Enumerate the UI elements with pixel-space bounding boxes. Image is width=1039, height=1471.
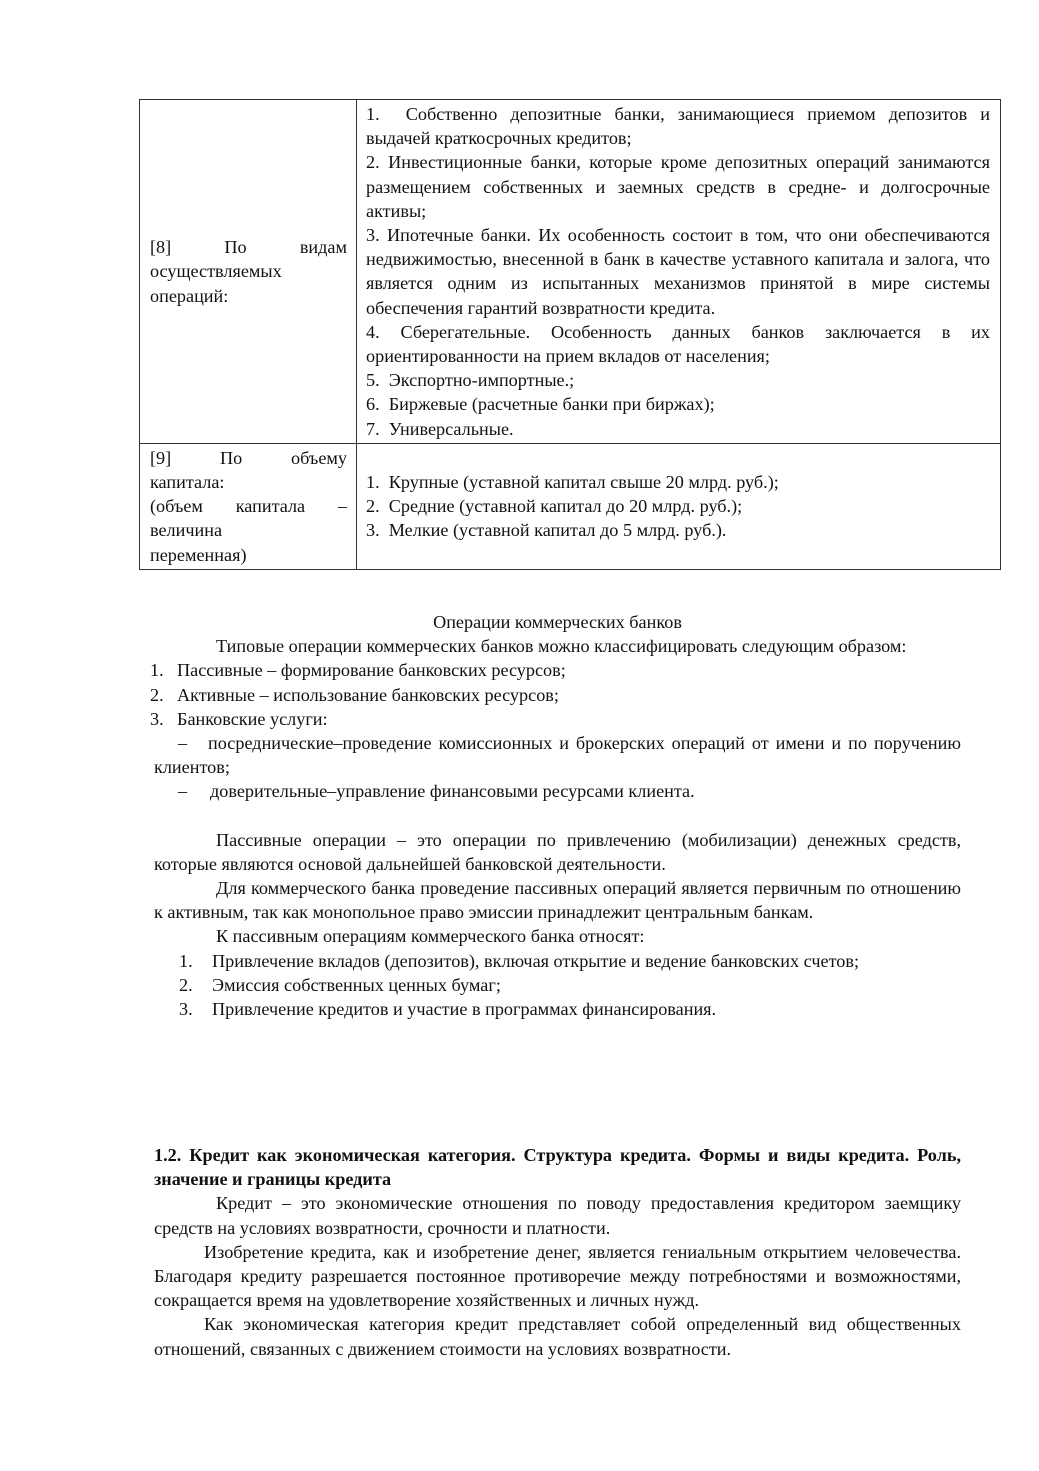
list-text: доверительные–управление финансовыми ресурсами клиента. xyxy=(210,781,695,802)
paragraph: Типовые операции коммерческих банков можно классифицировать следующим образом: xyxy=(216,636,907,657)
list-item: 1. Крупные (уставной капитал свыше 20 млрд. руб.); xyxy=(366,472,779,493)
dash-item xyxy=(178,779,961,803)
paragraph: Как экономическая категория кредит представляет собой определенный вид общественных отношений, связанных с движением стоимости на условиях возвратности. xyxy=(154,1314,961,1359)
list-text: Банковские услуги: xyxy=(177,708,328,729)
spacer xyxy=(154,804,961,828)
list-item: 2. Инвестиционные банки, которые кроме депозитных операций занимаются размещением собственных и заемных средств в средне- и долгосрочные активы; xyxy=(366,152,990,221)
row9-content-cell xyxy=(357,443,1001,569)
paragraph: Пассивные операции – это операции по привлечению (мобилизации) денежных средств, которые являются основой дальнейшей банковской деятельности. xyxy=(154,829,961,874)
row8-label-line3: операций: xyxy=(150,285,229,306)
list-text: Активные – использование банковских ресурсов; xyxy=(177,684,559,705)
list-item xyxy=(179,997,961,1021)
paragraph: К пассивным операциям коммерческого банка относят: xyxy=(216,926,645,947)
dash-mark: – xyxy=(178,781,188,802)
paragraph: Для коммерческого банка проведение пассивных операций является первичным по отношению к активным, так как монопольное право эмиссии принадлежит центральным банкам. xyxy=(154,878,961,923)
list-item: 6. Биржевые (расчетные банки при биржах); xyxy=(366,394,715,415)
list-text: Эмиссия собственных ценных бумаг; xyxy=(212,974,501,995)
row9-label-line5: переменная) xyxy=(150,544,247,565)
list-number: 2. xyxy=(150,684,164,705)
row9-label-num: [9] xyxy=(150,447,172,468)
list-item xyxy=(179,973,961,997)
list-item xyxy=(150,683,961,707)
row9-label-line2: капитала: xyxy=(150,472,225,493)
list-item: 4. Сберегательные. Особенность данных банков заключается в их ориентированности на прием вкладов от населения; xyxy=(366,321,990,367)
list-item xyxy=(150,658,961,682)
row8-label-word2: видам xyxy=(299,237,347,258)
list-number: 1. xyxy=(179,950,193,971)
list-number: 3. xyxy=(179,999,193,1020)
table-row xyxy=(140,443,1001,569)
row9-label-cell xyxy=(140,443,357,569)
row9-label-line4: величина xyxy=(150,520,223,541)
row8-label-word1: По xyxy=(224,237,247,258)
row8-label-line1 xyxy=(150,235,347,259)
table-row xyxy=(140,100,1001,444)
section-title: Операции коммерческих банков xyxy=(433,612,682,632)
row9-label-word1: По xyxy=(220,447,243,468)
dash-item: – посреднические–проведение комиссионных и брокерских операций от имени и по поручению клиентов; xyxy=(154,733,961,778)
list-number: 2. xyxy=(179,974,193,995)
row8-label-line2: осуществляемых xyxy=(150,261,282,282)
bank-operations-section xyxy=(150,610,961,1021)
bank-classification-table xyxy=(139,99,1001,570)
list-item xyxy=(150,707,961,731)
list-number: 3. xyxy=(150,708,164,729)
list-item: 3. Ипотечные банки. Их особенность состоит в том, что они обеспечиваются недвижимостью, внесенной в банк в качестве уставного капитала и залога, что является одним из испытанных механизмов принятой в мире системы обеспечения гарантий возвратности кредита. xyxy=(366,225,990,318)
paragraph: Кредит – это экономические отношения по поводу предоставления кредитором заемщику средств на условиях возвратности, срочности и платности. xyxy=(154,1193,961,1238)
list-item xyxy=(179,949,961,973)
list-item: 3. Мелкие (уставной капитал до 5 млрд. руб.). xyxy=(366,520,727,541)
list-item: 7. Универсальные. xyxy=(366,418,514,439)
row9-label-line1 xyxy=(150,446,347,470)
list-item: 1. Собственно депозитные банки, занимающиеся приемом депозитов и выдачей краткосрочных кредитов; xyxy=(366,104,990,149)
row8-content-cell xyxy=(357,100,1001,444)
list-text: Привлечение кредитов и участие в программах финансирования. xyxy=(212,999,717,1020)
row8-label-num: [8] xyxy=(150,237,172,258)
list-number: 1. xyxy=(150,660,164,681)
row9-label-word2: объему xyxy=(291,447,347,468)
section-heading: 1.2. Кредит как экономическая категория. Структура кредита. Формы и виды кредита. Роль, значение и границы кредита xyxy=(154,1145,961,1190)
paragraph: Изобретение кредита, как и изобретение денег, является гениальным открытием человечества. Благодаря кредиту разрешается постоянное противоречие между потребностями и возможностями, сокращается время на удовлетворение хозяйственных и личных нужд. xyxy=(154,1241,961,1311)
row9-label-line3: (объем капитала – xyxy=(150,496,347,517)
credit-section xyxy=(154,1143,961,1361)
list-item: 2. Средние (уставной капитал до 20 млрд. руб.); xyxy=(366,496,743,517)
row8-label-cell xyxy=(140,100,357,444)
list-item: 5. Экспортно-импортные.; xyxy=(366,370,575,391)
list-text: Пассивные – формирование банковских ресурсов; xyxy=(177,660,566,681)
list-text: Привлечение вкладов (депозитов), включая открытие и ведение банковских счетов; xyxy=(212,950,860,971)
